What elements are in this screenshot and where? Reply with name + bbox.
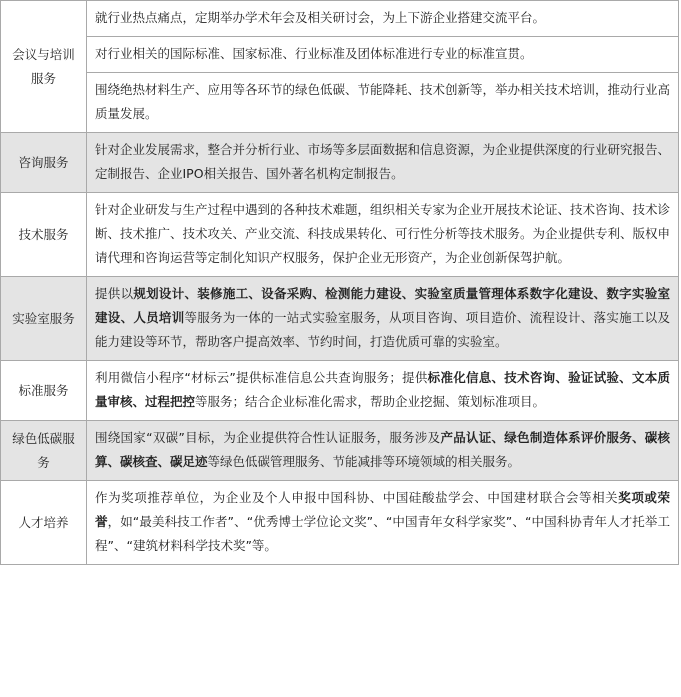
description-cell <box>87 73 679 133</box>
description-text: 针对企业研发与生产过程中遇到的各种技术难题，组织相关专家为企业开展技术论证、技术咨询、技术诊断、技术推广、技术攻关、产业交流、科技成果转化、可行性分析等技术服务。为企业提供专利、版权申请代理和咨询运营等定制化知识产权服务，保护企业无形资产，为企业创新保驾护航。 <box>95 202 671 265</box>
highlighted-text: 奖项或荣誉 <box>95 490 670 529</box>
description-text: 围绕绝热材料生产、应用等各环节的绿色低碳、节能降耗、技术创新等，举办相关技术培训，推动行业高质量发展。 <box>95 82 671 121</box>
table-row <box>1 361 679 421</box>
category-cell: 人才培养 <box>1 481 87 565</box>
description-cell <box>87 361 679 421</box>
description-text: ，如“最美科技工作者”、“优秀博士学位论文奖”、“中国青年女科学家奖”、“中国科协青年人才托举工程”、“建筑材料科学技术奖”等。 <box>95 514 670 553</box>
highlighted-text: 标准化信息、技术咨询、验证试验、文本质量审核、过程把控 <box>95 370 670 409</box>
description-text: 等服务；结合企业标准化需求，帮助企业挖掘、策划标准项目。 <box>195 394 546 409</box>
description-text: 利用微信小程序“材标云”提供标准信息公共查询服务；提供 <box>95 370 428 385</box>
table-row <box>1 421 679 481</box>
services-table-body <box>1 1 679 565</box>
description-cell <box>87 37 679 73</box>
description-cell <box>87 193 679 277</box>
category-cell: 会议与培训服务 <box>1 1 87 133</box>
category-cell: 技术服务 <box>1 193 87 277</box>
description-cell <box>87 277 679 361</box>
table-row <box>1 37 679 73</box>
description-text: 作为奖项推荐单位，为企业及个人申报中国科协、中国硅酸盐学会、中国建材联合会等相关 <box>95 490 619 505</box>
category-cell: 绿色低碳服务 <box>1 421 87 481</box>
table-row <box>1 481 679 565</box>
description-text: 对行业相关的国际标准、国家标准、行业标准及团体标准进行专业的标准宣贯。 <box>95 46 533 61</box>
category-cell: 标准服务 <box>1 361 87 421</box>
highlighted-text: 规划设计、装修施工、设备采购、检测能力建设、实验室质量管理体系数字化建设、数字实验室建设、人员培训 <box>95 286 670 325</box>
category-cell: 咨询服务 <box>1 133 87 193</box>
description-text: 等绿色低碳管理服务、节能减排等环境领域的相关服务。 <box>207 454 521 469</box>
category-cell: 实验室服务 <box>1 277 87 361</box>
table-row <box>1 1 679 37</box>
table-row <box>1 277 679 361</box>
table-row <box>1 73 679 133</box>
description-text: 就行业热点痛点，定期举办学术年会及相关研讨会，为上下游企业搭建交流平台。 <box>95 10 546 25</box>
description-text: 等服务为一体的一站式实验室服务，从项目咨询、项目造价、流程设计、落实施工以及能力建设等环节，帮助客户提高效率、节约时间，打造优质可靠的实验室。 <box>95 310 670 349</box>
description-cell <box>87 421 679 481</box>
description-cell <box>87 1 679 37</box>
table-row <box>1 193 679 277</box>
description-text: 针对企业发展需求，整合并分析行业、市场等多层面数据和信息资源，为企业提供深度的行业研究报告、定制报告、企业IPO相关报告、国外著名机构定制报告。 <box>95 142 671 181</box>
description-text: 围绕国家“双碳”目标，为企业提供符合性认证服务，服务涉及 <box>95 430 441 445</box>
table-row <box>1 133 679 193</box>
description-text: 提供以 <box>95 286 134 301</box>
description-cell <box>87 481 679 565</box>
description-cell <box>87 133 679 193</box>
highlighted-text: 产品认证、绿色制造体系评价服务、碳核算、碳核查、碳足迹 <box>95 430 670 469</box>
